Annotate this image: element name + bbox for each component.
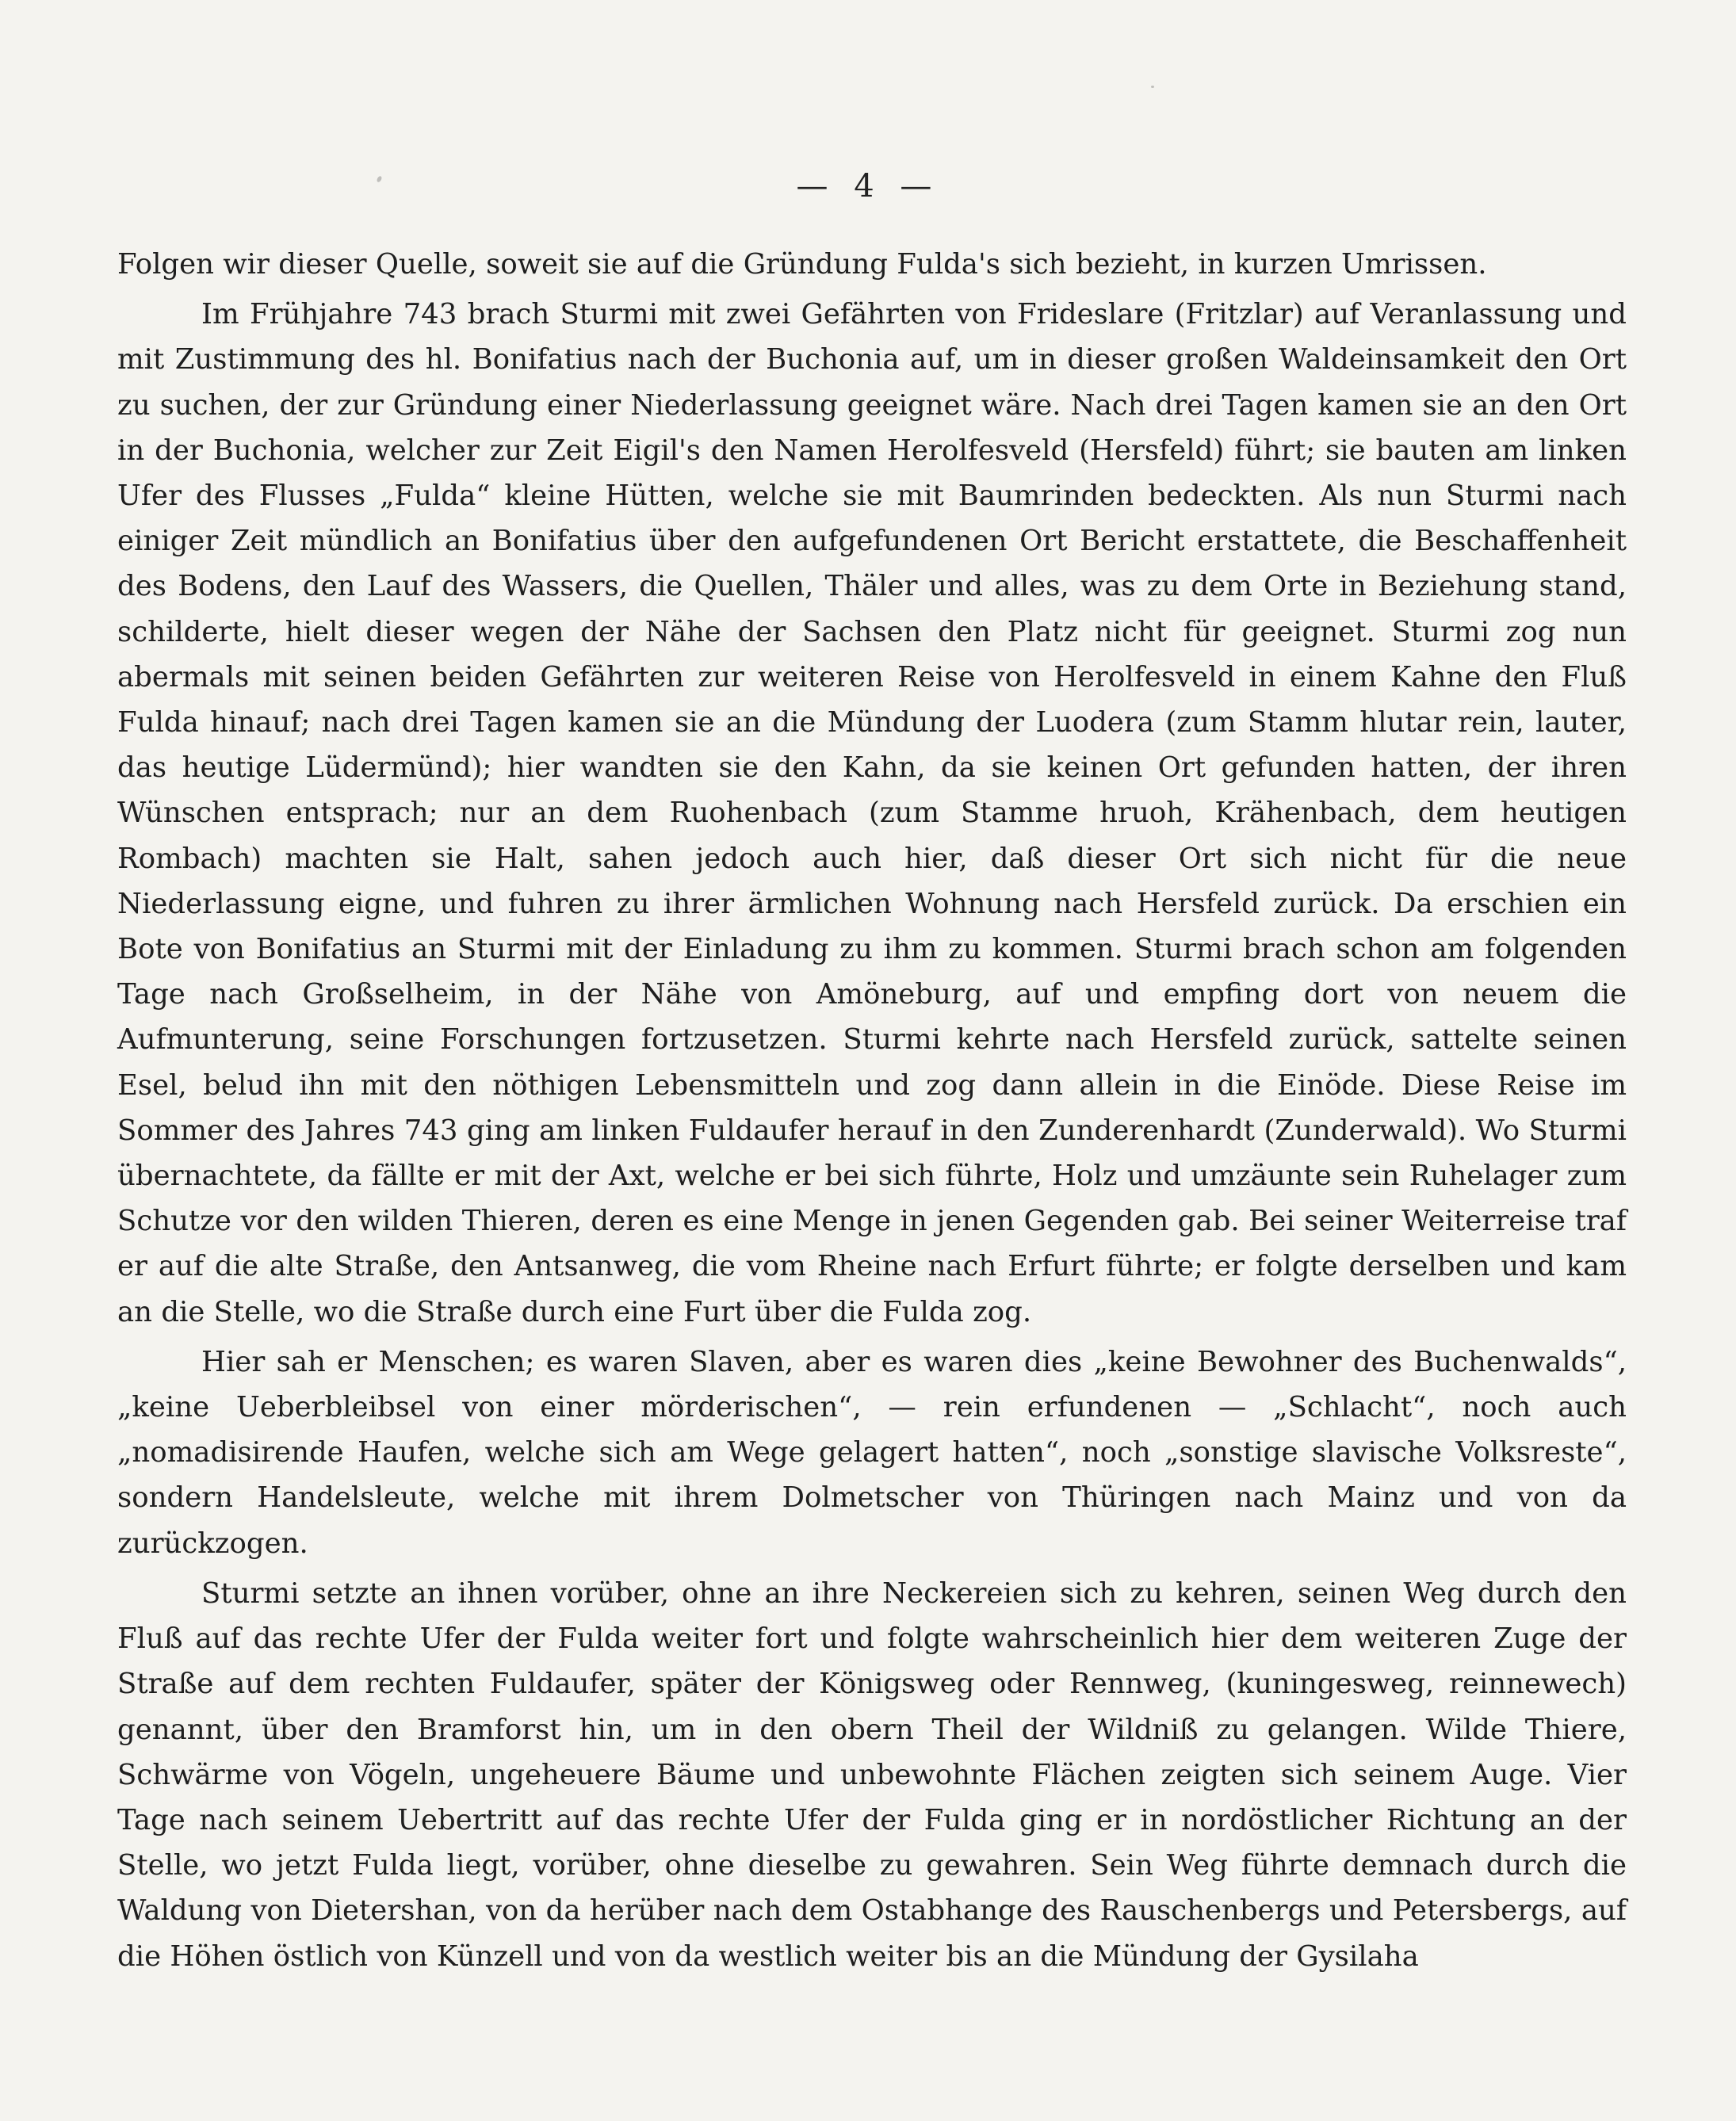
page-number: — 4 — [796, 168, 940, 204]
paragraph-3: Hier sah er Menschen; es waren Slaven, aber es waren dies „keine Bewohner des Buchenwalds“, „keine Ueberbleibsel von einer mörderischen“, — rein erfundenen — „Schlacht“, noch auch „nomadisirende Haufen, welche sich am Wege gelagert hatten“, noch „sonstige slavische Volksreste“, sondern Handelsleute, welche mit ihrem Dolmetscher von Thüringen nach Mainz und von da zurückzogen. [117, 1345, 1627, 1560]
body-text [117, 242, 1627, 1979]
paragraph-1: Folgen wir dieser Quelle, soweit sie auf die Gründung Fulda's sich bezieht, in kurzen Umrissen. [117, 248, 1487, 281]
paragraph-2: Im Frühjahre 743 brach Sturmi mit zwei Gefährten von Frideslare (Fritzlar) auf Veranlassung und mit Zustimmung des hl. Bonifatius nach der Buchonia auf, um in dieser großen Waldeinsamkeit den Ort zu suchen, der zur Gründung einer Niederlassung geeignet wäre. Nach drei Tagen kamen sie an den Ort in der Buchonia, welcher zur Zeit Eigil's den Namen Herolfesveld (Hersfeld) führt; sie bauten am linken Ufer des Flusses „Fulda“ kleine Hütten, welche sie mit Baumrinden bedeckten. Als nun Sturmi nach einiger Zeit mündlich an Bonifatius über den aufgefundenen Ort Bericht erstattete, die Beschaffenheit des Bodens, den Lauf des Wassers, die Quellen, Thäler und alles, was zu dem Orte in Beziehung stand, schilderte, hielt dieser wegen der Nähe der Sachsen den Platz nicht für geeignet. Sturmi zog nun abermals mit seinen beiden Gefährten zur weiteren Reise von Herolfesveld in einem Kahne den Fluß Fulda hinauf; nach drei Tagen kamen sie an die Mündung der Luodera (zum Stamm hlutar rein, lauter, das heutige Lüdermünd); hier wandten sie den Kahn, da sie keinen Ort gefunden hatten, der ihren Wünschen entsprach; nur an dem Ruohenbach (zum Stamme hruoh, Krähenbach, dem heutigen Rombach) machten sie Halt, sahen jedoch auch hier, daß dieser Ort sich nicht für die neue Niederlassung eigne, und fuhren zu ihrer ärmlichen Wohnung nach Hersfeld zurück. Da erschien ein Bote von Bonifatius an Sturmi mit der Einladung zu ihm zu kommen. Sturmi brach schon am folgenden Tage nach Großselheim, in der Nähe von Amöneburg, auf und empfing dort von neuem die Aufmunterung, seine Forschungen fortzusetzen. Sturmi kehrte nach Hersfeld zurück, sattelte seinen Esel, belud ihn mit den nöthigen Lebensmitteln und zog dann allein in die Einöde. Diese Reise im Sommer des Jahres 743 ging am linken Fuldaufer herauf in den Zunderenhardt (Zunderwald). Wo Sturmi übernachtete, da fällte er mit der Axt, welche er bei sich führte, Holz und umzäunte sein Ruhelager zum Schutze vor den wilden Thieren, deren es eine Menge in jenen Gegenden gab. Bei seiner Weiterreise traf er auf die alte Straße, den Antsanweg, die vom Rheine nach Erfurt führte; er folgte derselben und kam an die Stelle, wo die Straße durch eine Furt über die Fulda zog. [117, 298, 1627, 1328]
paper-speck [1151, 86, 1154, 88]
paragraph-4: Sturmi setzte an ihnen vorüber, ohne an ihre Neckereien sich zu kehren, seinen Weg durch den Fluß auf das rechte Ufer der Fulda weiter fort und folgte wahrscheinlich hier dem weiteren Zuge der Straße auf dem rechten Fuldaufer, später der Königsweg oder Rennweg, (kuningesweg, reinnewech) genannt, über den Bramforst hin, um in den obern Theil der Wildniß zu gelangen. Wilde Thiere, Schwärme von Vögeln, ungeheuere Bäume und unbewohnte Flächen zeigten sich seinem Auge. Vier Tage nach seinem Uebertritt auf das rechte Ufer der Fulda ging er in nordöstlicher Richtung an der Stelle, wo jetzt Fulda liegt, vorüber, ohne dieselbe zu gewahren. Sein Weg führte demnach durch die Waldung von Dietershan, von da herüber nach dem Ostabhange des Rauschenbergs und Petersbergs, auf die Höhen östlich von Künzell und von da westlich weiter bis an die Mündung der Gysilaha [117, 1576, 1627, 1973]
